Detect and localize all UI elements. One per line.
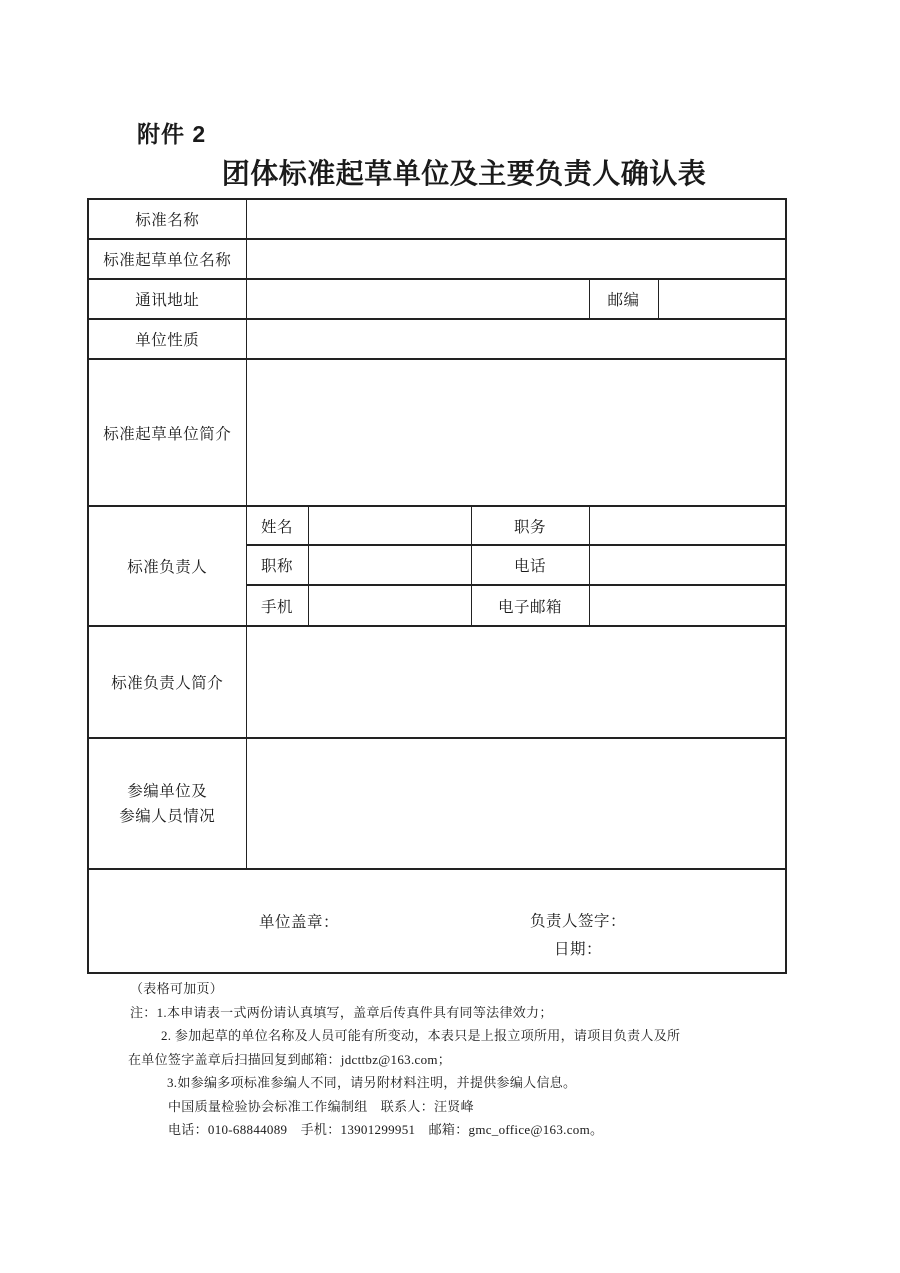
- footer-contact-org: 中国质量检验协会标准工作编制组 联系人：汪贤峰: [168, 1098, 474, 1114]
- phone-value-cell: [589, 545, 786, 585]
- postcode-label: 邮编: [589, 279, 658, 319]
- row-drafting-unit: [88, 239, 786, 279]
- participants-value-cell: [246, 738, 786, 869]
- confirmation-form-table: [87, 198, 787, 974]
- row-person-name: [88, 506, 786, 545]
- unit-profile-label: 标准起草单位简介: [88, 359, 246, 506]
- duty-value-cell: [589, 506, 786, 545]
- participants-label: [88, 738, 246, 869]
- row-address: [88, 279, 786, 319]
- row-unit-type: [88, 319, 786, 359]
- drafting-unit-value-cell: [246, 239, 786, 279]
- footer-note-addpage: （表格可加页）: [130, 981, 224, 996]
- date-label: 日期：: [554, 941, 603, 958]
- unit-seal-label: 单位盖章：: [259, 914, 340, 931]
- footer-note-2b: 在单位签字盖章后扫描回复到邮箱：jdcttbz@163.com；: [128, 1051, 452, 1067]
- standard-name-label: 标准名称: [88, 199, 246, 239]
- signature-block: [530, 908, 626, 964]
- phone-label: 电话: [471, 545, 589, 585]
- address-label: 通讯地址: [88, 279, 246, 319]
- unit-profile-value-cell: [246, 359, 786, 506]
- footer-note-2a: 2. 参加起草的单位名称及人员可能有所变动，本表只是上报立项所用，请项目负责人及所: [161, 1028, 681, 1043]
- postcode-value-cell: [658, 279, 786, 319]
- duty-label: 职务: [471, 506, 589, 545]
- jobtitle-label: 职称: [246, 545, 308, 585]
- name-label: 姓名: [246, 506, 308, 545]
- row-standard-name: [88, 199, 786, 239]
- mobile-value-cell: [308, 585, 471, 626]
- name-value-cell: [308, 506, 471, 545]
- address-value-cell: [246, 279, 589, 319]
- jobtitle-value-cell: [308, 545, 471, 585]
- drafting-unit-label: 标准起草单位名称: [88, 239, 246, 279]
- unit-type-value-cell: [246, 319, 786, 359]
- mobile-label: 手机: [246, 585, 308, 626]
- row-person-profile: [88, 626, 786, 738]
- person-signature-label: 负责人签字：: [530, 913, 627, 930]
- attachment-label: 附件 2: [137, 121, 207, 147]
- participants-label-line1: 参编单位及: [127, 782, 208, 800]
- unit-type-label: 单位性质: [88, 319, 246, 359]
- footer-contact-info: 电话：010-68844089 手机：13901299951 邮箱：gmc_office@163.com。: [168, 1122, 604, 1137]
- page-title: 团体标准起草单位及主要负责人确认表: [221, 159, 707, 190]
- email-value-cell: [589, 585, 786, 626]
- email-label: 电子邮箱: [471, 585, 589, 626]
- seal-signature-cell: [88, 869, 786, 973]
- footer-note-3: 3.如参编多项标准参编人不同，请另附材料注明，并提供参编人信息。: [167, 1075, 577, 1090]
- footer-notes: [128, 977, 680, 1142]
- participants-label-line2: 参编人员情况: [119, 807, 216, 825]
- row-unit-profile: [88, 359, 786, 506]
- person-profile-label: 标准负责人简介: [88, 626, 246, 738]
- person-label: 标准负责人: [88, 506, 246, 626]
- standard-name-value-cell: [246, 199, 786, 239]
- row-participants: [88, 738, 786, 869]
- footer-note-1: 注：1.本申请表一式两份请认真填写，盖章后传真件具有同等法律效力；: [130, 1004, 553, 1020]
- row-seal-signature: [88, 869, 786, 973]
- person-profile-value-cell: [246, 626, 786, 738]
